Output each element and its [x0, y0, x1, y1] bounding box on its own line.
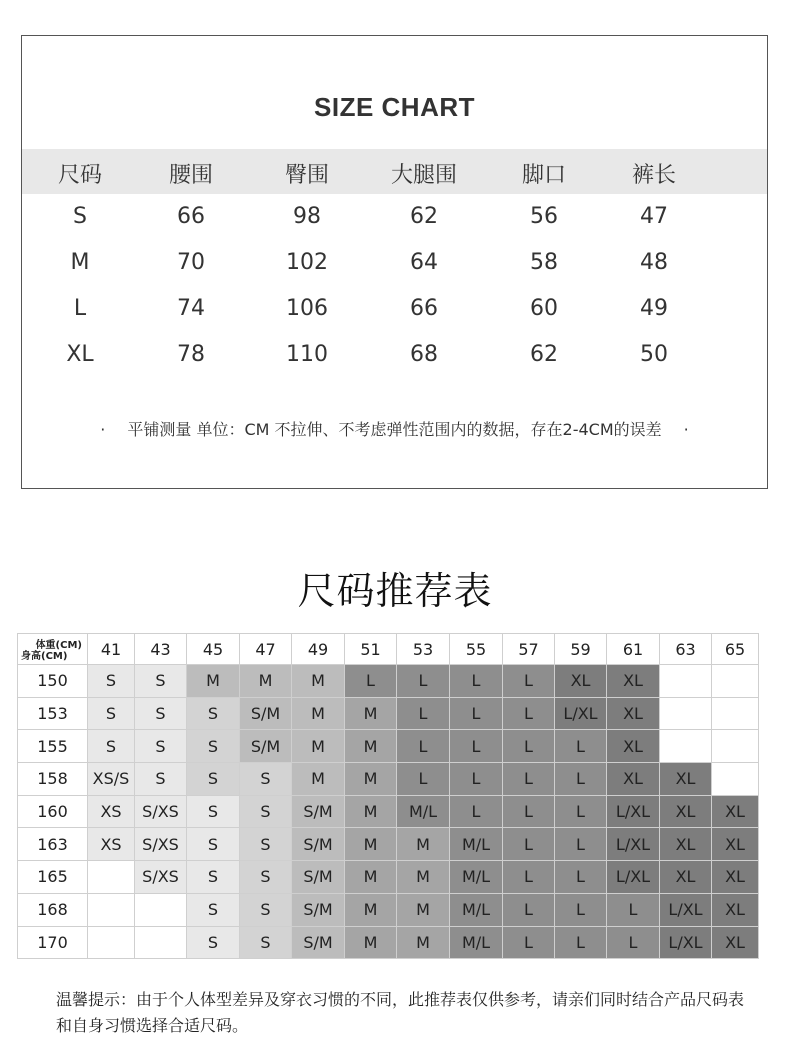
- size-recommendation-cell: S: [187, 861, 240, 894]
- size-recommendation-cell: M/L: [450, 893, 503, 926]
- size-recommendation-cell: S: [187, 730, 240, 763]
- size-recommendation-cell: S: [187, 893, 240, 926]
- size-recommendation-cell: S: [88, 665, 135, 698]
- size-recommendation-cell: [712, 763, 759, 796]
- size-recommendation-cell: L: [555, 763, 607, 796]
- size-recommendation-cell: XS/S: [88, 763, 135, 796]
- height-row-label: 163: [18, 828, 88, 861]
- size-recommendation-cell: S: [240, 926, 292, 959]
- size-recommendation-cell: XS: [88, 828, 135, 861]
- size-recommendation-cell: M: [292, 697, 345, 730]
- size-recommendation-cell: S: [88, 730, 135, 763]
- weight-header-cell: 49: [292, 634, 345, 665]
- size-recommendation-cell: XS: [88, 795, 135, 828]
- size-recommendation-cell: [712, 697, 759, 730]
- size-recommendation-cell: L: [503, 730, 555, 763]
- size-recommendation-cell: [660, 697, 712, 730]
- header-length: 裤长: [631, 163, 676, 188]
- size-recommendation-cell: M: [240, 665, 292, 698]
- size-value: 66: [410, 296, 438, 321]
- size-recommendation-cell: L: [503, 926, 555, 959]
- size-recommendation-cell: L: [503, 893, 555, 926]
- size-recommendation-cell: S/M: [292, 926, 345, 959]
- size-recommendation-cell: L: [503, 795, 555, 828]
- size-recommendation-cell: L: [503, 697, 555, 730]
- height-row-label: 155: [18, 730, 88, 763]
- size-recommendation-cell: XL: [660, 828, 712, 861]
- size-recommendation-cell: M: [397, 893, 450, 926]
- size-recommendation-cell: L: [450, 730, 503, 763]
- size-recommendation-cell: L: [555, 861, 607, 894]
- size-value: 74: [177, 296, 205, 321]
- size-recommendation-cell: L/XL: [607, 861, 660, 894]
- size-value: 70: [177, 250, 205, 275]
- weight-header-cell: 59: [555, 634, 607, 665]
- size-recommendation-cell: L/XL: [660, 926, 712, 959]
- size-recommendation-cell: S/XS: [135, 828, 187, 861]
- size-recommendation-cell: L: [555, 828, 607, 861]
- size-recommendation-cell: M/L: [450, 828, 503, 861]
- size-recommendation-cell: [660, 730, 712, 763]
- table-row: [18, 926, 759, 959]
- size-row-label: S: [73, 204, 87, 229]
- size-value: 64: [410, 250, 438, 275]
- size-recommendation-cell: [88, 893, 135, 926]
- size-recommendation-cell: S/M: [292, 828, 345, 861]
- size-recommendation-cell: M: [187, 665, 240, 698]
- measurement-note: [22, 417, 767, 440]
- size-value: 62: [410, 204, 438, 229]
- size-recommendation-cell: L: [397, 763, 450, 796]
- size-value: 66: [177, 204, 205, 229]
- size-recommendation-cell: L: [555, 893, 607, 926]
- size-recommendation-cell: XL: [555, 665, 607, 698]
- height-row-label: 170: [18, 926, 88, 959]
- size-recommendation-cell: S/M: [240, 730, 292, 763]
- size-recommendation-cell: S/M: [292, 795, 345, 828]
- size-recommendation-cell: M: [345, 926, 397, 959]
- size-row-label: L: [73, 296, 87, 321]
- size-recommendation-cell: L: [607, 926, 660, 959]
- size-row-label: M: [70, 250, 90, 275]
- size-recommendation-cell: [712, 665, 759, 698]
- size-recommendation-cell: S/XS: [135, 861, 187, 894]
- size-recommendation-cell: S/XS: [135, 795, 187, 828]
- size-recommendation-cell: L: [555, 926, 607, 959]
- size-value: 47: [640, 204, 668, 229]
- size-recommendation-cell: L/XL: [555, 697, 607, 730]
- header-hip: 臀围: [284, 163, 329, 188]
- size-chart-box: [21, 35, 768, 489]
- size-recommendation-cell: M: [397, 828, 450, 861]
- size-recommendation-cell: L: [503, 861, 555, 894]
- size-recommendation-cell: S: [135, 665, 187, 698]
- size-value: 48: [640, 250, 668, 275]
- size-recommendation-cell: XL: [607, 665, 660, 698]
- height-row-label: 168: [18, 893, 88, 926]
- table-row: [18, 893, 759, 926]
- weight-header-cell: 53: [397, 634, 450, 665]
- size-recommendation-cell: M: [345, 763, 397, 796]
- header-leg-opening: 脚口: [521, 163, 566, 188]
- weight-header-cell: 47: [240, 634, 292, 665]
- size-recommendation-cell: S: [187, 795, 240, 828]
- size-recommendation-cell: S/M: [292, 893, 345, 926]
- size-value: 78: [177, 342, 205, 367]
- size-recommendation-cell: S: [88, 697, 135, 730]
- size-recommendation-cell: M: [345, 730, 397, 763]
- size-recommendation-cell: M/L: [397, 795, 450, 828]
- size-recommendation-cell: L/XL: [607, 795, 660, 828]
- size-recommendation-cell: L: [555, 730, 607, 763]
- weight-header-row: [18, 634, 759, 665]
- size-recommendation-cell: L/XL: [607, 828, 660, 861]
- size-recommendation-cell: XL: [607, 730, 660, 763]
- table-row: [18, 795, 759, 828]
- size-recommendation-cell: L: [450, 697, 503, 730]
- size-value: 68: [410, 342, 438, 367]
- size-recommendation-table: [17, 633, 759, 959]
- size-recommendation-cell: [135, 926, 187, 959]
- height-row-label: 160: [18, 795, 88, 828]
- corner-header-cell: [18, 634, 88, 665]
- weight-header-cell: 57: [503, 634, 555, 665]
- size-recommendation-cell: M: [397, 861, 450, 894]
- size-recommendation-cell: M: [345, 828, 397, 861]
- size-recommendation-cell: M: [292, 730, 345, 763]
- note-bullet-right: ·: [683, 420, 689, 439]
- size-value: 102: [286, 250, 328, 275]
- size-recommendation-cell: L: [503, 828, 555, 861]
- size-recommendation-cell: M: [397, 926, 450, 959]
- size-recommendation-cell: XL: [712, 795, 759, 828]
- size-recommendation-cell: S: [135, 697, 187, 730]
- height-row-label: 165: [18, 861, 88, 894]
- recommendation-title: 尺码推荐表: [297, 569, 493, 613]
- size-recommendation-cell: S: [240, 893, 292, 926]
- size-value: 58: [530, 250, 558, 275]
- size-recommendation-cell: XL: [660, 795, 712, 828]
- header-size: 尺码: [57, 163, 102, 188]
- size-value: 49: [640, 296, 668, 321]
- size-recommendation-cell: XL: [660, 763, 712, 796]
- height-row-label: 158: [18, 763, 88, 796]
- table-row: [18, 763, 759, 796]
- size-recommendation-cell: XL: [607, 697, 660, 730]
- size-recommendation-cell: XL: [712, 861, 759, 894]
- weight-header-cell: 43: [135, 634, 187, 665]
- size-row-label: XL: [66, 342, 94, 367]
- size-recommendation-cell: M: [292, 763, 345, 796]
- size-recommendation-cell: S: [135, 763, 187, 796]
- size-recommendation-cell: M: [345, 861, 397, 894]
- table-row: [18, 697, 759, 730]
- size-recommendation-cell: [712, 730, 759, 763]
- size-recommendation-cell: L: [397, 665, 450, 698]
- size-recommendation-cell: XL: [660, 861, 712, 894]
- table-row: [18, 861, 759, 894]
- size-recommendation-cell: S: [240, 763, 292, 796]
- size-recommendation-cell: [88, 926, 135, 959]
- size-recommendation-cell: S/M: [240, 697, 292, 730]
- size-recommendation-cell: S: [240, 861, 292, 894]
- weight-header-cell: 55: [450, 634, 503, 665]
- weight-header-cell: 61: [607, 634, 660, 665]
- height-row-label: 150: [18, 665, 88, 698]
- size-recommendation-cell: L: [503, 665, 555, 698]
- size-value: 62: [530, 342, 558, 367]
- weight-header-cell: 45: [187, 634, 240, 665]
- size-recommendation-cell: L: [503, 763, 555, 796]
- size-value: 98: [293, 204, 321, 229]
- weight-header-cell: 41: [88, 634, 135, 665]
- weight-header-cell: 51: [345, 634, 397, 665]
- size-recommendation-cell: L: [345, 665, 397, 698]
- size-recommendation-cell: S: [187, 763, 240, 796]
- size-recommendation-cell: [88, 861, 135, 894]
- size-recommendation-cell: L: [450, 795, 503, 828]
- size-recommendation-cell: L/XL: [660, 893, 712, 926]
- size-recommendation-cell: L: [607, 893, 660, 926]
- weight-header-cell: 65: [712, 634, 759, 665]
- size-recommendation-cell: M/L: [450, 926, 503, 959]
- height-row-label: 153: [18, 697, 88, 730]
- size-recommendation-cell: [135, 893, 187, 926]
- size-value: 110: [286, 342, 328, 367]
- size-recommendation-cell: S: [187, 926, 240, 959]
- size-recommendation-cell: S: [187, 697, 240, 730]
- size-value: 56: [530, 204, 558, 229]
- header-thigh: 大腿围: [390, 163, 457, 188]
- size-recommendation-cell: S: [240, 828, 292, 861]
- measurement-note-text: 平铺测量 单位：CM 不拉伸、不考虑弹性范围内的数据，存在2-4CM的误差: [127, 420, 662, 439]
- size-recommendation-cell: XL: [712, 893, 759, 926]
- size-recommendation-cell: L: [397, 697, 450, 730]
- size-recommendation-cell: XL: [712, 926, 759, 959]
- size-value: 106: [286, 296, 328, 321]
- size-recommendation-cell: M: [345, 697, 397, 730]
- size-recommendation-cell: M: [345, 893, 397, 926]
- size-recommendation-cell: XL: [607, 763, 660, 796]
- size-chart-title: SIZE CHART: [314, 92, 475, 122]
- weight-axis-label: 体重(CM): [35, 640, 82, 651]
- size-recommendation-cell: M/L: [450, 861, 503, 894]
- table-row: [18, 730, 759, 763]
- size-recommendation-cell: L: [397, 730, 450, 763]
- table-row: [18, 665, 759, 698]
- size-recommendation-cell: S/M: [292, 861, 345, 894]
- header-waist: 腰围: [168, 163, 213, 188]
- weight-header-cell: 63: [660, 634, 712, 665]
- size-recommendation-cell: L: [450, 763, 503, 796]
- table-row: [18, 828, 759, 861]
- size-recommendation-cell: XL: [712, 828, 759, 861]
- size-recommendation-cell: L: [555, 795, 607, 828]
- height-axis-label: 身高(CM): [21, 651, 68, 662]
- size-value: 60: [530, 296, 558, 321]
- tip-text: 温馨提示：由于个人体型差异及穿衣习惯的不同，此推荐表仅供参考，请亲们同时结合产品尺码表和自身习惯选择合适尺码。: [56, 990, 745, 1035]
- size-recommendation-cell: S: [240, 795, 292, 828]
- size-recommendation-cell: S: [187, 828, 240, 861]
- size-recommendation-cell: M: [292, 665, 345, 698]
- note-bullet-left: ·: [100, 420, 106, 439]
- size-recommendation-cell: S: [135, 730, 187, 763]
- size-recommendation-cell: L: [450, 665, 503, 698]
- size-value: 50: [640, 342, 668, 367]
- size-recommendation-cell: [660, 665, 712, 698]
- size-recommendation-cell: M: [345, 795, 397, 828]
